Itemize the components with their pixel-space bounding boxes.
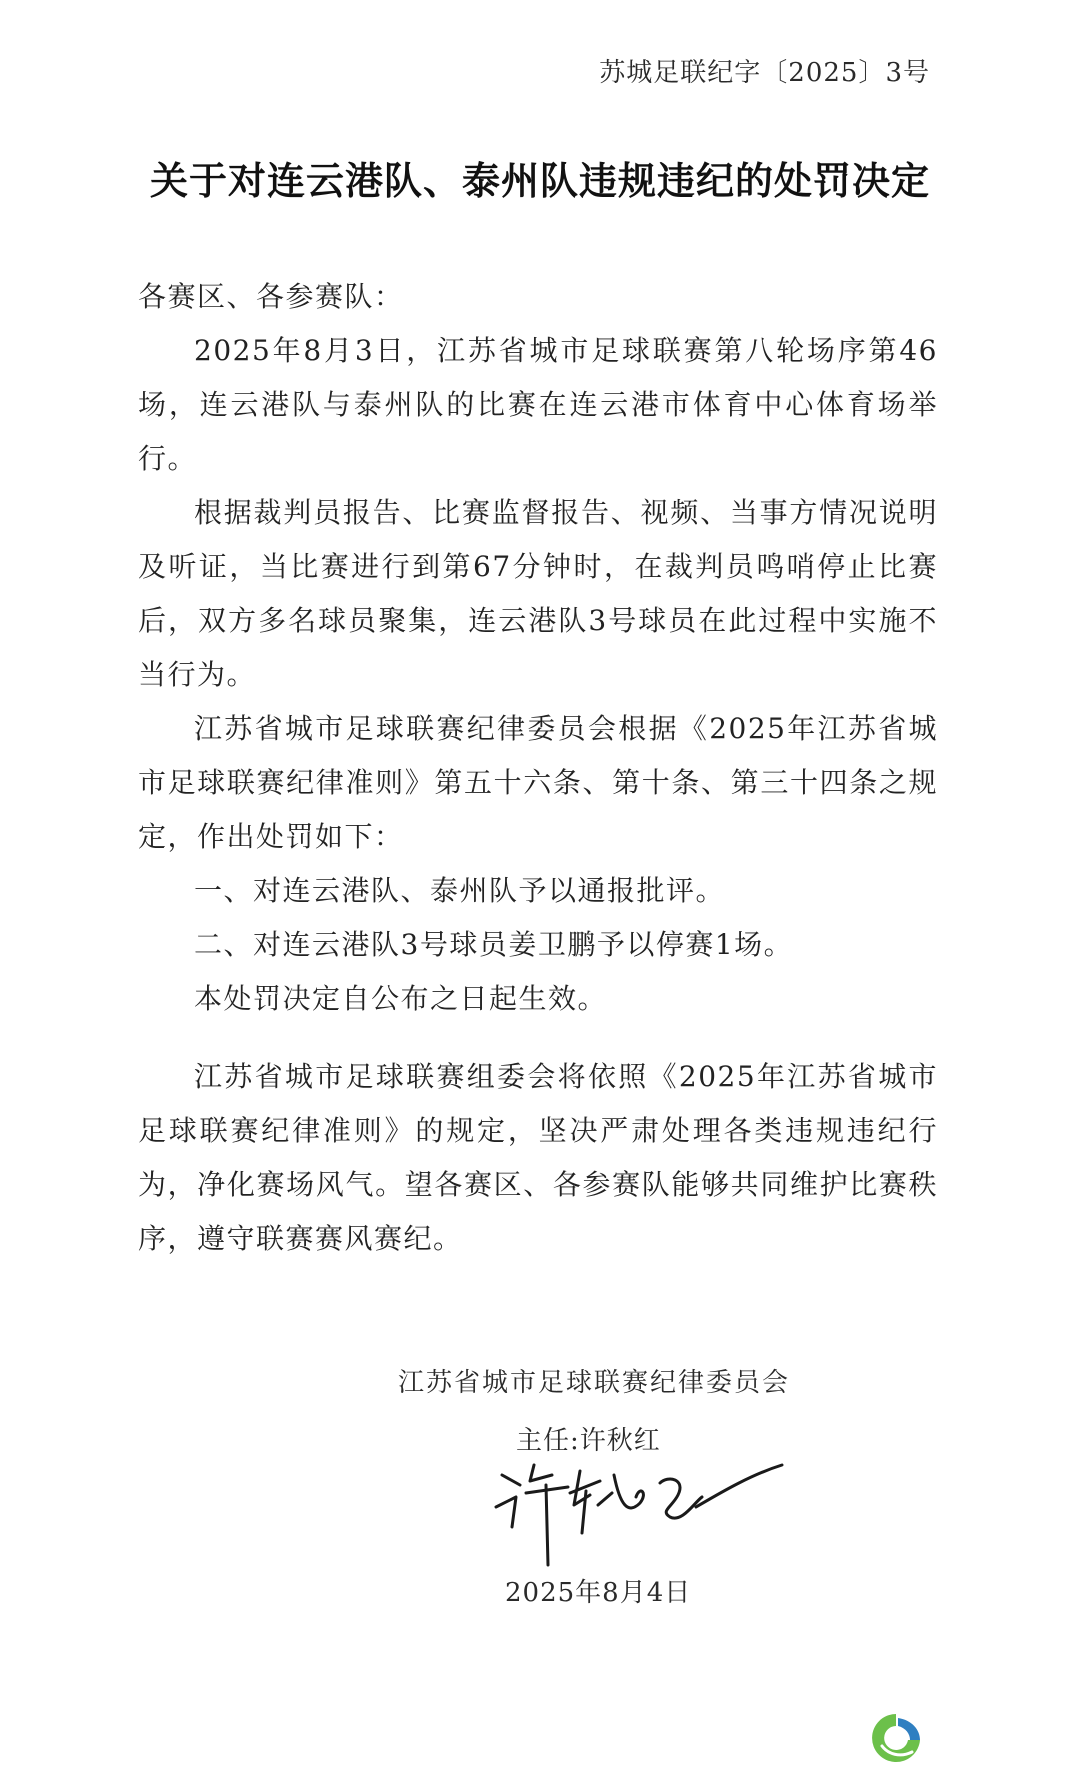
- paragraph-ruling-basis: 江苏省城市足球联赛纪律委员会根据《2025年江苏省城市足球联赛纪律准则》第五十六条、第十条、第三十四条之规定，作出处罚如下：: [138, 712, 938, 853]
- watermark-logo: [868, 1710, 924, 1766]
- paragraph-closing: 江苏省城市足球联赛组委会将依照《2025年江苏省城市足球联赛纪律准则》的规定，坚决严肃处理各类违规违纪行为，净化赛场风气。望各赛区、各参赛队能够共同维护比赛秩序，遵守联赛赛风赛纪。: [138, 1060, 938, 1255]
- signing-director: 主任:许秋红: [516, 1426, 661, 1456]
- document-title: 关于对连云港队、泰州队违规违纪的处罚决定: [149, 158, 930, 203]
- document-body: [138, 270, 938, 1266]
- salutation: 各赛区、各参赛队：: [138, 280, 404, 313]
- signature-block: [398, 1363, 818, 1456]
- handwritten-signature: [490, 1445, 790, 1585]
- signing-date: 2025年8月4日: [505, 1578, 692, 1608]
- paragraph-incident: 根据裁判员报告、比赛监督报告、视频、当事方情况说明及听证，当比赛进行到第67分钟时，在裁判员鸣哨停止比赛后，双方多名球员聚集，连云港队3号球员在此过程中实施不当行为。: [138, 496, 938, 691]
- signing-organization: 江苏省城市足球联赛纪律委员会: [398, 1368, 791, 1398]
- paragraph-match-info: 2025年8月3日，江苏省城市足球联赛第八轮场序第46场，连云港队与泰州队的比赛在连云港市体育中心体育场举行。: [138, 334, 938, 475]
- penalty-item-2: 二、对连云港队3号球员姜卫鹏予以停赛1场。: [194, 928, 794, 961]
- document-number: 苏城足联纪字〔2025〕3号: [599, 58, 930, 88]
- paragraph-effective: 本处罚决定自公布之日起生效。: [194, 982, 608, 1015]
- penalty-item-1: 一、对连云港队、泰州队予以通报批评。: [194, 874, 726, 907]
